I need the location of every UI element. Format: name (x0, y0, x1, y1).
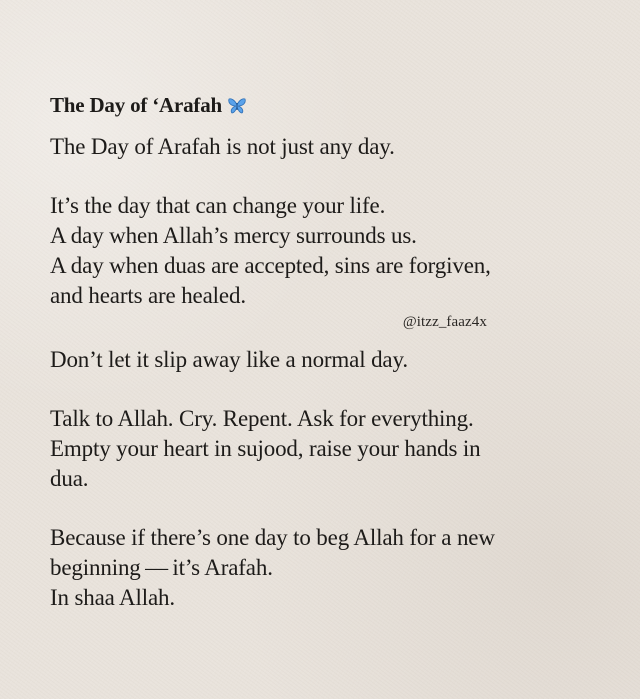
paragraph-2 (50, 191, 610, 311)
text-line: A day when Allah’s mercy surrounds us. (50, 223, 417, 248)
title-row (50, 93, 610, 117)
note-card (50, 93, 610, 642)
paragraph-3 (50, 345, 610, 375)
text-line: It’s the day that can change your life. (50, 193, 386, 218)
text-line: A day when duas are accepted, sins are forgiven, (50, 253, 491, 278)
butterfly-icon (228, 98, 246, 114)
text-line: dua. (50, 466, 89, 491)
paragraph-5 (50, 523, 610, 613)
text-line: and hearts are healed. (50, 283, 246, 308)
paragraph-1 (50, 132, 610, 162)
text-line: In shaa Allah. (50, 585, 176, 610)
text-line: Because if there’s one day to beg Allah for a new (50, 525, 495, 550)
text-line: The Day of Arafah is not just any day. (50, 134, 395, 159)
text-line: Don’t let it slip away like a normal day. (50, 347, 408, 372)
page-title: The Day of ‘Arafah (50, 93, 222, 117)
paragraph-4 (50, 404, 610, 494)
text-line: Talk to Allah. Cry. Repent. Ask for everything. (50, 406, 474, 431)
text-line: beginning — it’s Arafah. (50, 555, 273, 580)
watermark-handle: @itzz_faaz4x (402, 314, 487, 330)
text-line: Empty your heart in sujood, raise your hands in (50, 436, 481, 461)
